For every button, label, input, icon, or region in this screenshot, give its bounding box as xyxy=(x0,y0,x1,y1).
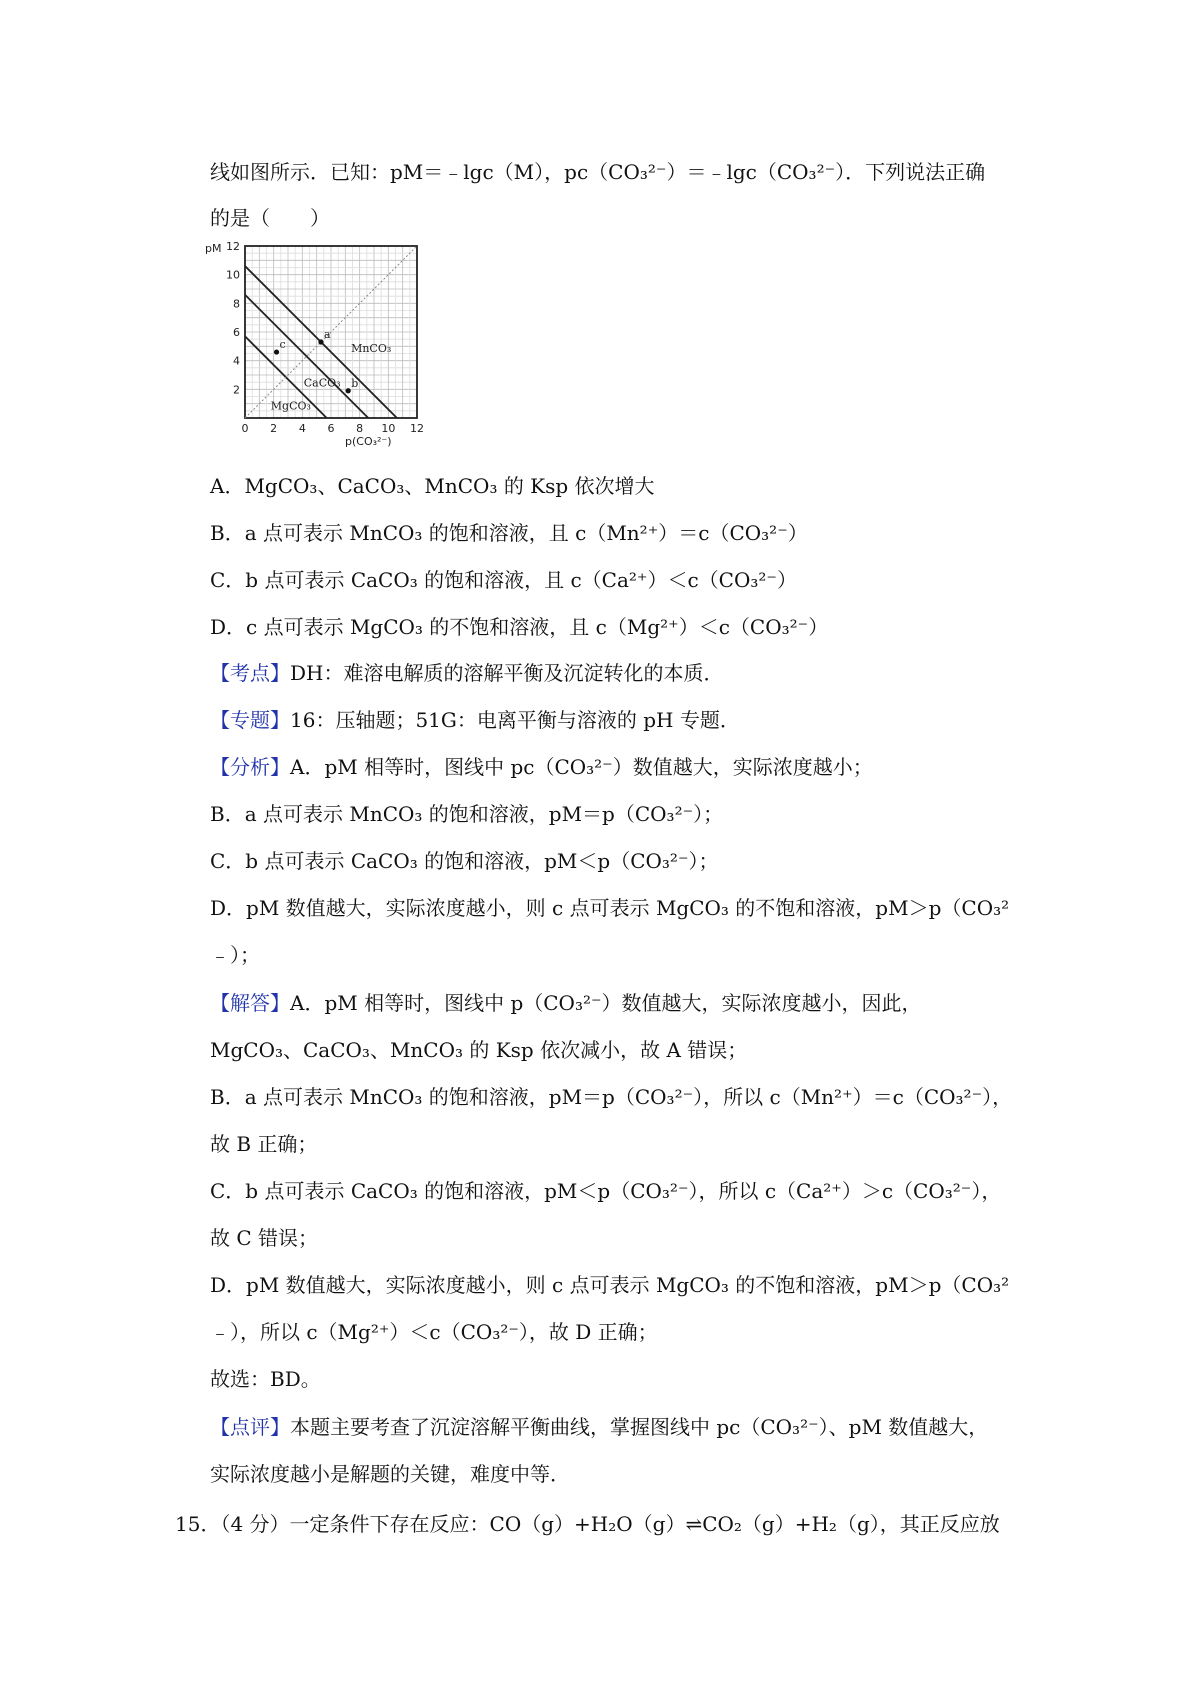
dianping-text-1: 本题主要考查了沉淀溶解平衡曲线，掌握图线中 pc（CO₃²⁻）、pM 数值越大， xyxy=(290,1415,989,1439)
kaodian-text: DH：难溶电解质的溶解平衡及沉淀转化的本质． xyxy=(290,661,724,685)
jieda-line-7: D．pM 数值越大，实际浓度越小，则 c 点可表示 MgCO₃ 的不饱和溶液，pM＞p（CO₃² xyxy=(210,1273,1010,1297)
option-c: C．b 点可表示 CaCO₃ 的饱和溶液，且 c（Ca²⁺）＜c（CO₃²⁻） xyxy=(210,568,797,592)
x-tick-label: 10 xyxy=(381,422,396,435)
series-label-1: MnCO₃ xyxy=(351,342,392,356)
option-d: D．c 点可表示 MgCO₃ 的不饱和溶液，且 c（Mg²⁺）＜c（CO₃²⁻） xyxy=(210,615,829,639)
y-tick-label: 4 xyxy=(233,354,240,368)
jieda-tag: 【解答】 xyxy=(210,991,290,1015)
series-label-2: CaCO₃ xyxy=(303,376,341,390)
kaodian-tag: 【考点】 xyxy=(210,661,290,685)
point-label-c: c xyxy=(279,338,286,352)
y-tick-label: 2 xyxy=(233,383,240,397)
fenxi-line-3: C．b 点可表示 CaCO₃ 的饱和溶液，pM＜p（CO₃²⁻）； xyxy=(210,849,719,873)
series-label-3: MgCO₃ xyxy=(270,399,311,413)
x-tick-label: 0 xyxy=(241,422,249,435)
intro-line-1: 线如图所示．已知：pM＝﹣lgc（M），pc（CO₃²⁻）＝﹣lgc（CO₃²⁻）．下列说法正确 xyxy=(210,160,986,184)
question-15: 15．（4 分）一定条件下存在反应：CO（g）+H₂O（g）⇌CO₂（g）+H₂（g），其正反应放 xyxy=(175,1512,1000,1536)
fenxi-text-1: A．pM 相等时，图线中 pc（CO₃²⁻）数值越大，实际浓度越小； xyxy=(290,755,873,779)
x-tick-label: 2 xyxy=(270,422,278,435)
jieda-line-2: MgCO₃、CaCO₃、MnCO₃ 的 Ksp 依次减小，故 A 错误； xyxy=(210,1038,748,1062)
y-tick-label: 10 xyxy=(226,268,240,282)
jieda-line-1 xyxy=(210,988,922,1018)
dianping-tag: 【点评】 xyxy=(210,1415,290,1439)
point-c xyxy=(274,349,279,354)
fenxi-line-4: D．pM 数值越大，实际浓度越小，则 c 点可表示 MgCO₃ 的不饱和溶液，pM＞p（CO₃² xyxy=(210,896,1010,920)
zhuanti-text: 16：压轴题；51G：电离平衡与溶液的 pH 专题． xyxy=(290,708,740,732)
fenxi-tag: 【分析】 xyxy=(210,755,290,779)
option-b: B．a 点可表示 MnCO₃ 的饱和溶液，且 c（Mn²⁺）＝c（CO₃²⁻） xyxy=(210,521,808,545)
jieda-line-5: C．b 点可表示 CaCO₃ 的饱和溶液，pM＜p（CO₃²⁻），所以 c（Ca²⁺）＞c（CO₃²⁻）， xyxy=(210,1179,1002,1203)
y-tick-label: 12 xyxy=(226,240,240,253)
fenxi-line-1 xyxy=(210,752,873,782)
jieda-line-3: B．a 点可表示 MnCO₃ 的饱和溶液，pM＝p（CO₃²⁻），所以 c（Mn²⁺）＝c（CO₃²⁻）， xyxy=(210,1085,1013,1109)
jieda-line-6: 故 C 错误； xyxy=(210,1226,319,1250)
fenxi-line-2: B．a 点可表示 MnCO₃ 的饱和溶液，pM＝p（CO₃²⁻）； xyxy=(210,802,724,826)
jieda-line-8: ﹣），所以 c（Mg²⁺）＜c（CO₃²⁻），故 D 正确； xyxy=(210,1320,658,1344)
dianping-line-1 xyxy=(210,1412,988,1442)
point-a xyxy=(318,339,323,344)
jieda-line-4: 故 B 正确； xyxy=(210,1132,318,1156)
zhuanti-line xyxy=(210,705,740,735)
solubility-chart xyxy=(205,240,445,455)
kaodian-line xyxy=(210,658,723,688)
x-axis-label: p(CO₃²⁻) xyxy=(345,435,392,448)
x-tick-label: 6 xyxy=(327,422,335,435)
zhuanti-tag: 【专题】 xyxy=(210,708,290,732)
x-tick-label: 8 xyxy=(356,422,364,435)
jieda-text-1: A．pM 相等时，图线中 p（CO₃²⁻）数值越大，实际浓度越小，因此， xyxy=(290,991,922,1015)
x-tick-label: 4 xyxy=(298,422,306,435)
jieda-line-9: 故选：BD。 xyxy=(210,1367,321,1391)
y-tick-label: 6 xyxy=(233,326,240,339)
x-tick-label: 12 xyxy=(410,422,424,435)
fenxi-line-5: ﹣）； xyxy=(210,943,260,967)
point-label-b: b xyxy=(351,376,359,390)
dianping-line-2: 实际浓度越小是解题的关键，难度中等． xyxy=(210,1462,570,1486)
point-b xyxy=(346,388,351,393)
y-axis-label: pM xyxy=(205,242,222,255)
y-tick-label: 8 xyxy=(233,297,240,311)
intro-line-2: 的是（ ） xyxy=(210,206,330,230)
option-a: A．MgCO₃、CaCO₃、MnCO₃ 的 Ksp 依次增大 xyxy=(210,474,655,498)
point-label-a: a xyxy=(323,328,331,342)
